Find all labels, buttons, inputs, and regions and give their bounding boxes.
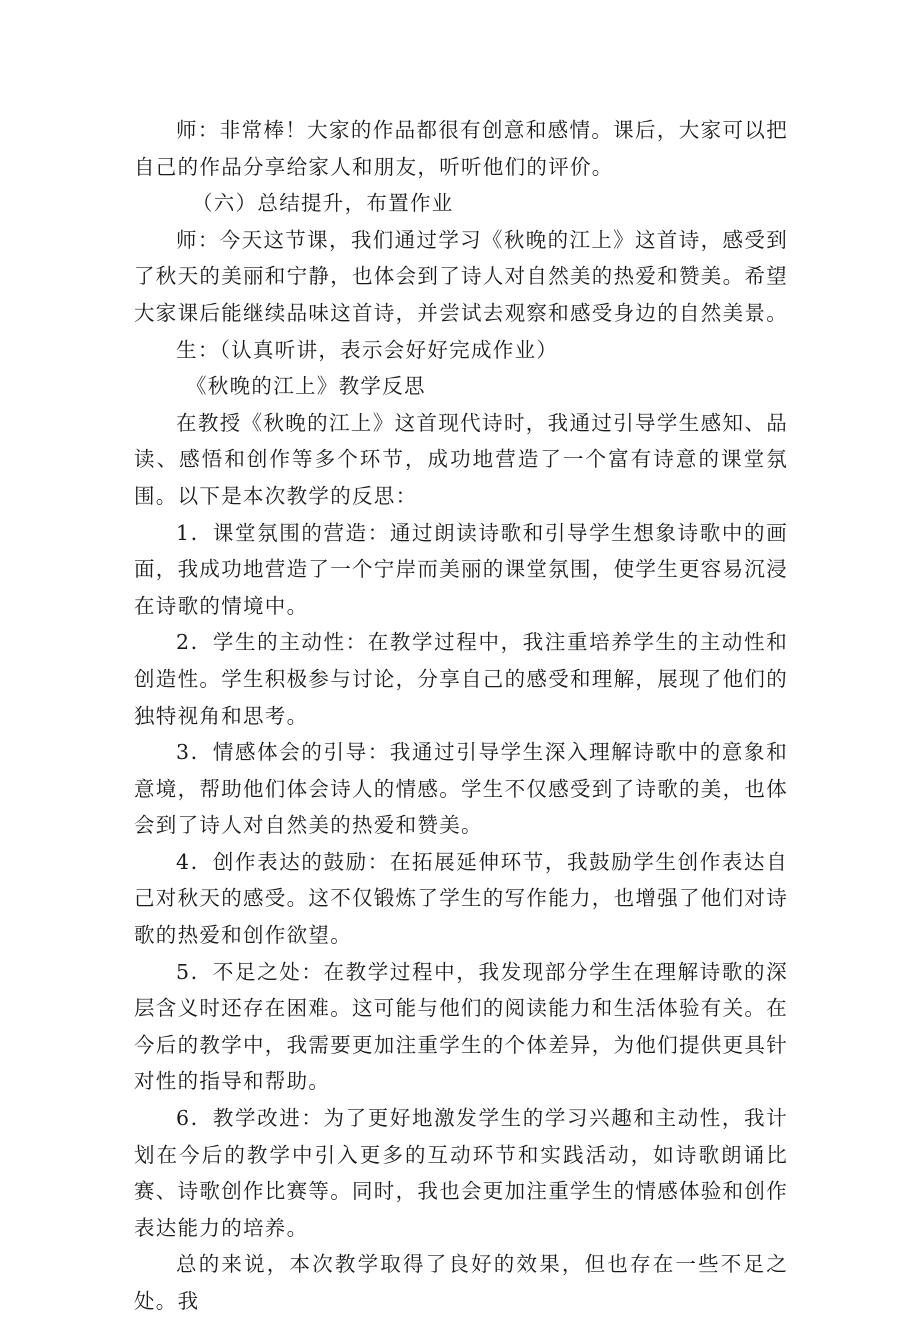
- paragraph-teacher-summary: 师：今天这节课，我们通过学习《秋晚的江上》这首诗，感受到了秋天的美丽和宁静，也体会到了诗人对自然美的热爱和赞美。希望大家课后能继续品味这首诗，并尝试去观察和感受身边的自然美景。: [134, 227, 788, 325]
- reflection-item-4: 4．创作表达的鼓励：在拓展延伸环节，我鼓励学生创作表达自己对秋天的感受。这不仅锻炼了学生的写作能力，也增强了他们对诗歌的热爱和创作欲望。: [134, 849, 788, 948]
- document-body: [134, 112, 788, 1320]
- reflection-item-1: 1．课堂氛围的营造：通过朗读诗歌和引导学生想象诗歌中的画面，我成功地营造了一个宁岸而美丽的课堂氛围，使学生更容易沉浸在诗歌的情境中。: [134, 520, 788, 618]
- reflection-item-3: 3．情感体会的引导：我通过引导学生深入理解诗歌中的意象和意境，帮助他们体会诗人的情感。学生不仅感受到了诗歌的美，也体会到了诗人对自然美的热爱和赞美。: [134, 740, 788, 838]
- reflection-item-2: 2．学生的主动性：在教学过程中，我注重培养学生的主动性和创造性。学生积极参与讨论，分享自己的感受和理解，展现了他们的独特视角和思考。: [134, 630, 788, 728]
- reflection-title: 《秋晚的江上》教学反思: [186, 374, 426, 399]
- section-heading-summary: （六）总结提升，布置作业: [192, 191, 454, 216]
- paragraph-student-response: 生：（认真听讲，表示会好好完成作业）: [176, 337, 559, 362]
- paragraph-reflection-intro: 在教授《秋晚的江上》这首现代诗时，我通过引导学生感知、品读、感悟和创作等多个环节，成功地营造了一个富有诗意的课堂氛围。以下是本次教学的反思：: [134, 410, 788, 508]
- reflection-item-5: 5．不足之处：在教学过程中，我发现部分学生在理解诗歌的深层含义时还存在困难。这可能与他们的阅读能力和生活体验有关。在今后的教学中，我需要更加注重学生的个体差异，为他们提供更具针对性的指导和帮助。: [134, 959, 788, 1094]
- paragraph-conclusion: 总的来说，本次教学取得了良好的效果，但也存在一些不足之处。我: [134, 1252, 788, 1313]
- reflection-item-6: 6．教学改进：为了更好地激发学生的学习兴趣和主动性，我计划在今后的教学中引入更多的互动环节和实践活动，如诗歌朗诵比赛、诗歌创作比赛等。同时，我也会更加注重学生的情感体验和创作表达能力的培养。: [134, 1106, 788, 1240]
- paragraph-teacher-praise: 师：非常棒！大家的作品都很有创意和感情。课后，大家可以把自己的作品分享给家人和朋友，听听他们的评价。: [134, 118, 788, 179]
